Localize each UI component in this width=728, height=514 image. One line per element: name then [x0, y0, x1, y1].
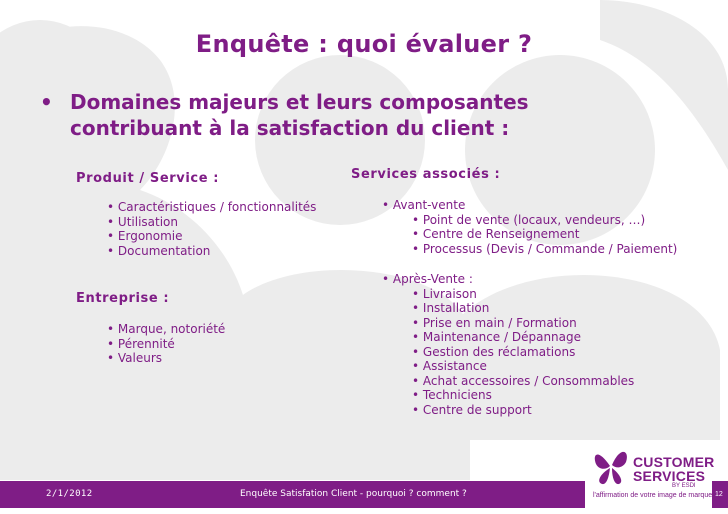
list-item: • Maintenance / Dépannage — [412, 330, 634, 345]
list-item: • Installation — [412, 301, 634, 316]
apres-vente-label: • Après-Vente : — [382, 272, 634, 287]
list-item: • Prise en main / Formation — [412, 316, 634, 331]
list-item: • Assistance — [412, 359, 634, 374]
list-item: • Centre de support — [412, 403, 634, 418]
logo-line1: CUSTOMER — [633, 454, 715, 470]
list-item: • Processus (Devis / Commande / Paiement) — [412, 242, 677, 257]
list-item: • Point de vente (locaux, vendeurs, …) — [412, 213, 677, 228]
list-item: • Marque, notoriété — [107, 322, 225, 337]
list-item: • Achat accessoires / Consommables — [412, 374, 634, 389]
list-item: • Ergonomie — [107, 229, 316, 244]
avant-vente-list — [382, 198, 677, 256]
avant-vente-label: • Avant-vente — [382, 198, 677, 213]
main-bullet-line2: contribuant à la satisfaction du client : — [70, 116, 510, 140]
entreprise-heading: Entreprise : — [76, 291, 170, 306]
logo-by: BY ESDI — [672, 483, 696, 489]
produit-service-list — [107, 200, 316, 258]
butterfly-logo-icon — [590, 444, 632, 488]
footer-date: 2/1/2012 — [46, 489, 93, 499]
list-item: • Techniciens — [412, 388, 634, 403]
list-item: • Gestion des réclamations — [412, 345, 634, 360]
footer-title: Enquête Satisfation Client - pourquoi ? comment ? — [240, 489, 467, 499]
bullet-marker: • — [40, 90, 53, 114]
apres-vente-list — [382, 272, 634, 417]
list-item: • Pérennité — [107, 337, 225, 352]
list-item: • Livraison — [412, 287, 634, 302]
list-item: • Utilisation — [107, 215, 316, 230]
produit-service-heading: Produit / Service : — [76, 171, 220, 186]
logo-tagline: l'affirmation de votre image de marque — [593, 492, 713, 499]
slide-title: Enquête : quoi évaluer ? — [195, 30, 533, 58]
list-item: • Documentation — [107, 244, 316, 259]
page-number: 12 — [715, 491, 723, 498]
list-item: • Valeurs — [107, 351, 225, 366]
entreprise-list — [107, 322, 225, 366]
list-item: • Centre de Renseignement — [412, 227, 677, 242]
main-bullet-line1: Domaines majeurs et leurs composantes — [70, 90, 529, 114]
logo-line2: SERVICES — [633, 468, 706, 484]
services-associes-heading: Services associés : — [351, 167, 501, 182]
list-item: • Caractéristiques / fonctionnalités — [107, 200, 316, 215]
